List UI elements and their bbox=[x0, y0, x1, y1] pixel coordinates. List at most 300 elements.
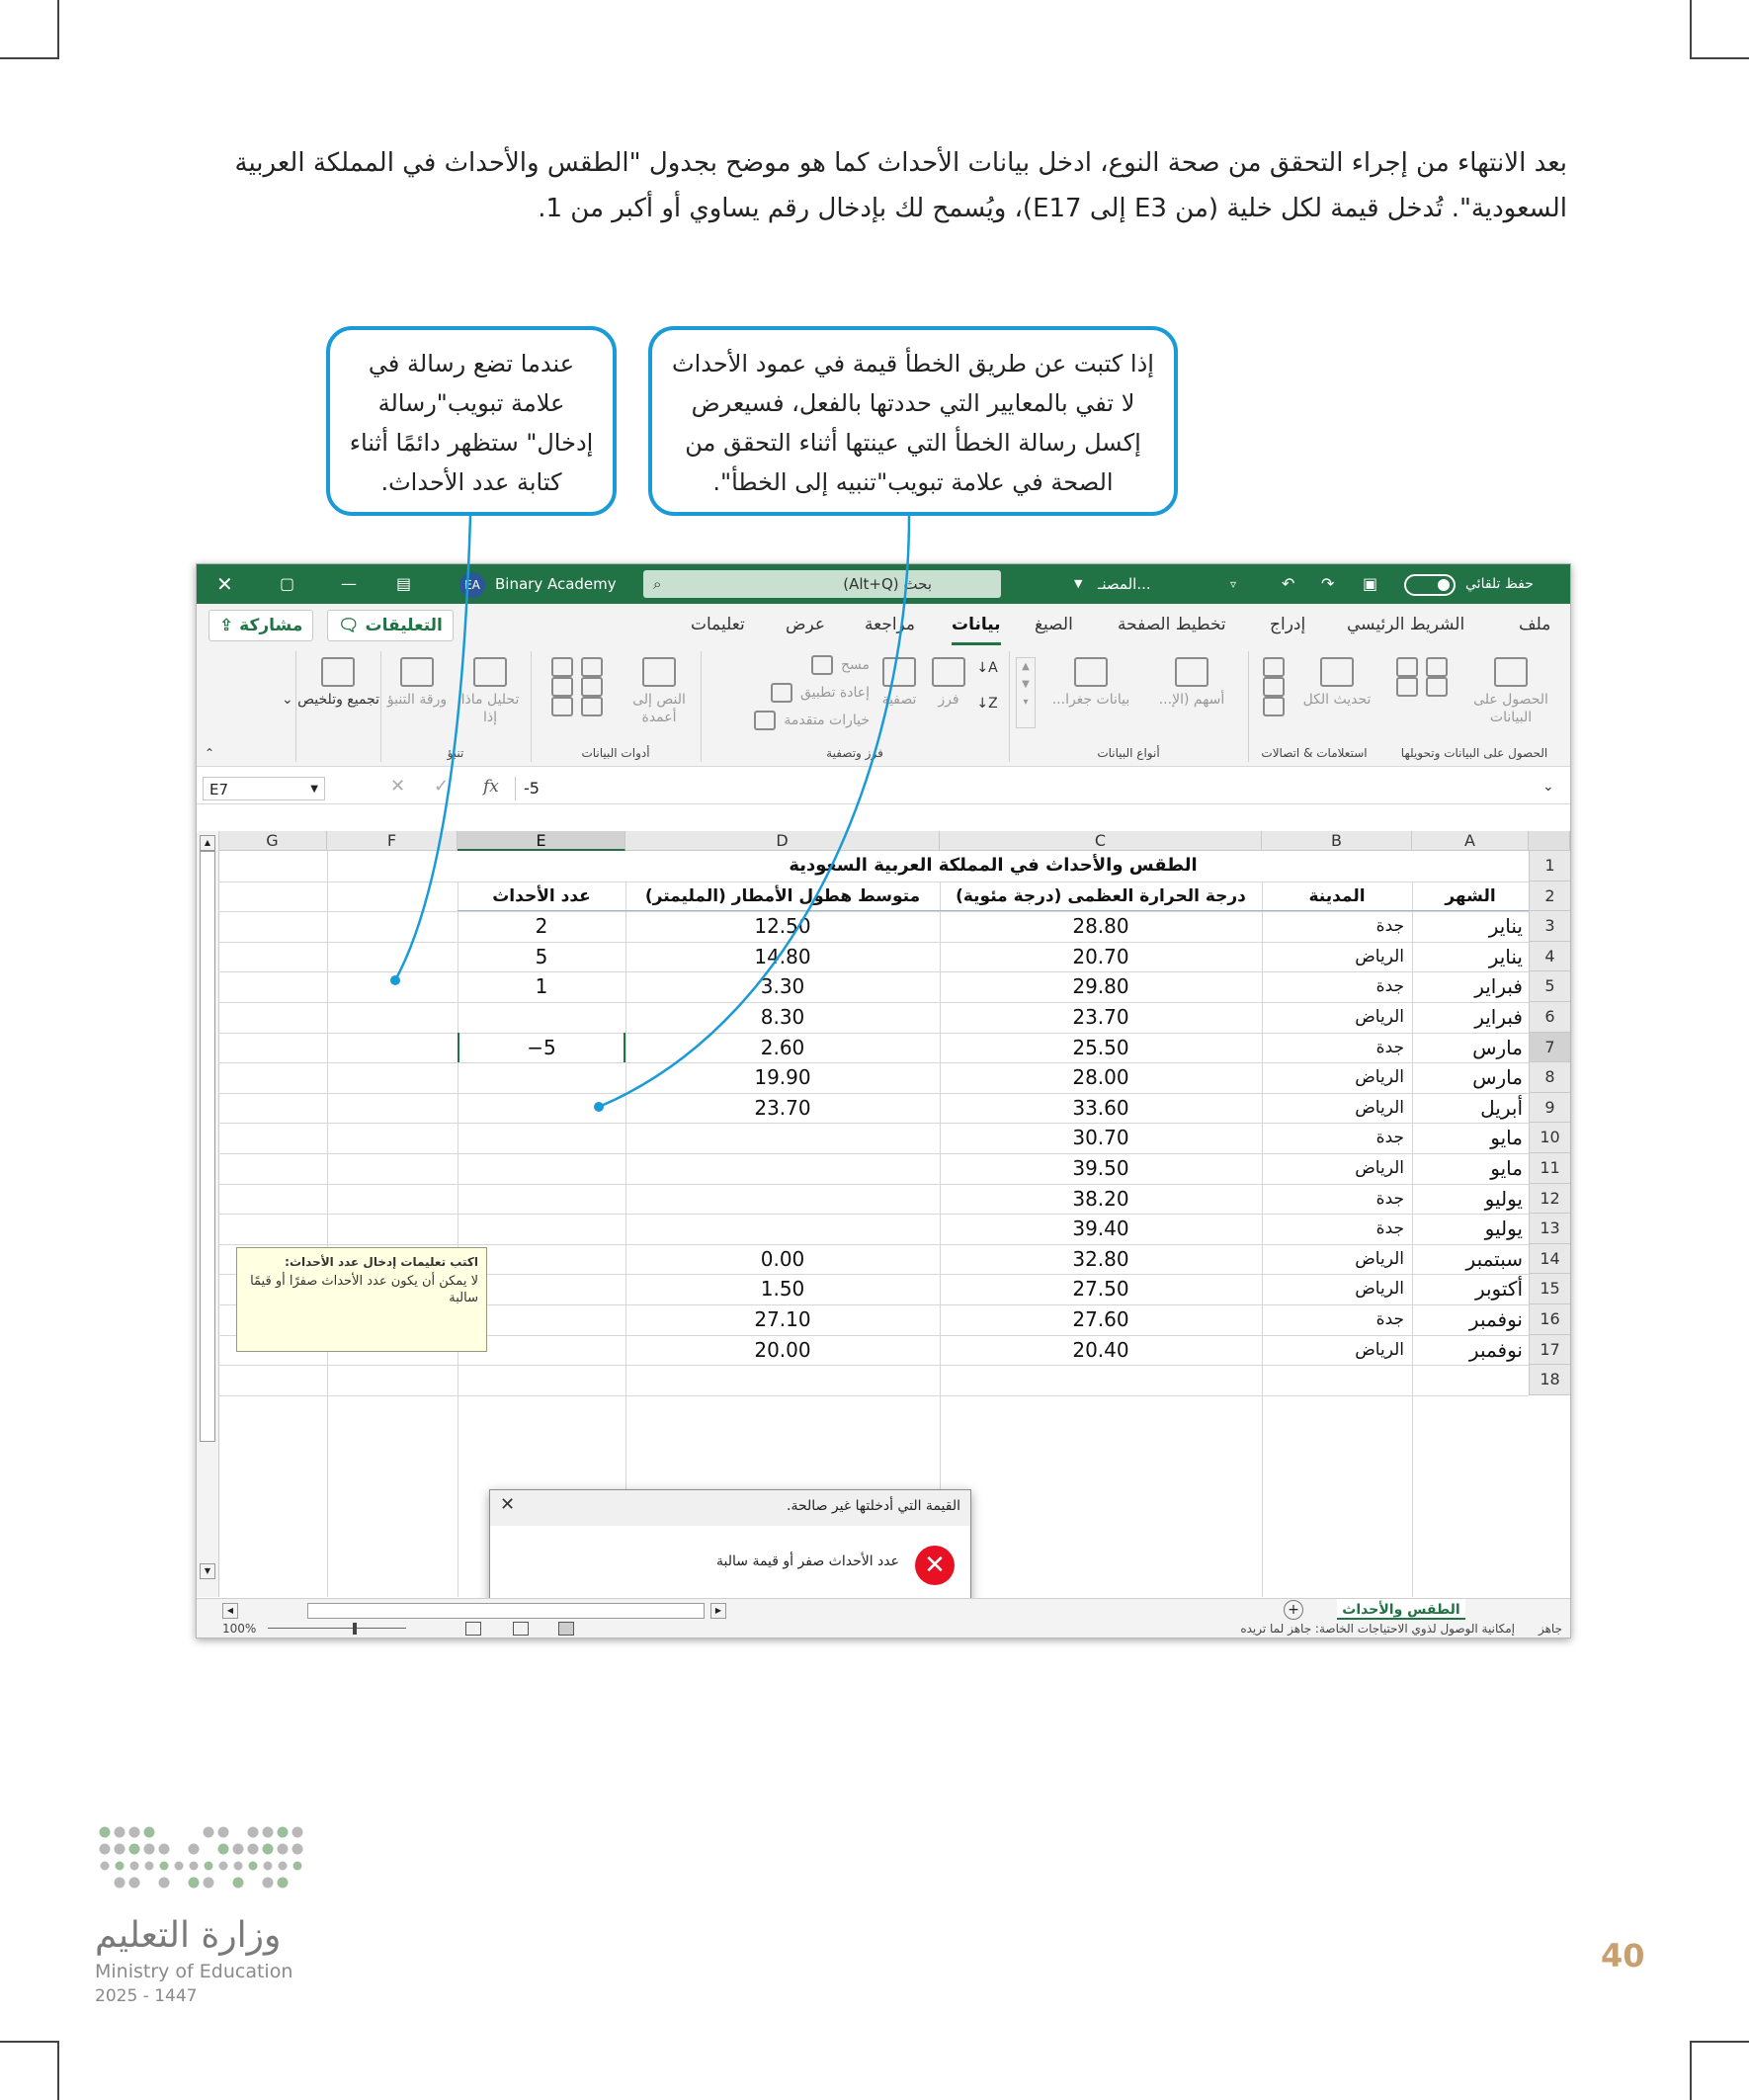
crop-mark bbox=[1690, 0, 1692, 59]
remove-duplicates-icon bbox=[551, 657, 573, 677]
ribbon-tabs bbox=[197, 604, 1570, 645]
autosave-toggle[interactable] bbox=[1404, 574, 1456, 596]
redo-icon[interactable]: ↷ bbox=[1321, 574, 1335, 593]
advanced-filter-icon bbox=[754, 711, 776, 730]
cell-a[interactable]: مايو bbox=[1490, 1156, 1523, 1180]
row-header[interactable]: 5 bbox=[1529, 971, 1570, 1002]
logo-dot bbox=[233, 1878, 244, 1889]
scroll-left-icon[interactable]: ◀ bbox=[222, 1603, 238, 1619]
add-sheet-icon[interactable]: + bbox=[1284, 1600, 1303, 1620]
account-name: Binary Academy bbox=[495, 575, 617, 593]
logo-dot bbox=[204, 1827, 214, 1838]
share-label: مشاركة bbox=[239, 616, 303, 635]
logo-dot bbox=[145, 1862, 154, 1871]
logo-dot bbox=[292, 1827, 303, 1838]
row-header[interactable]: 7 bbox=[1529, 1033, 1570, 1063]
share-button[interactable]: ⇪ مشاركة bbox=[208, 610, 313, 641]
logo-dot bbox=[100, 1844, 111, 1855]
scroll-thumb[interactable] bbox=[200, 851, 215, 1442]
column-header-a[interactable]: A bbox=[1412, 831, 1529, 851]
logo-dot bbox=[218, 1827, 229, 1838]
refresh-icon bbox=[1320, 657, 1354, 687]
row-header[interactable]: 14 bbox=[1529, 1244, 1570, 1275]
row-header[interactable]: 13 bbox=[1529, 1214, 1570, 1244]
normal-view-icon[interactable] bbox=[558, 1622, 574, 1636]
logo-dot bbox=[189, 1844, 200, 1855]
row-header[interactable]: 12 bbox=[1529, 1184, 1570, 1215]
minimize-icon[interactable]: — bbox=[341, 574, 357, 593]
cell-a[interactable]: مارس bbox=[1472, 1065, 1523, 1090]
active-cell-e7[interactable] bbox=[458, 1033, 625, 1063]
filename-dropdown-icon[interactable]: ▼ bbox=[1074, 577, 1083, 590]
search-input[interactable] bbox=[643, 570, 1001, 598]
sort-label: فرز bbox=[938, 692, 959, 708]
callout-line: إكسل رسالة الخطأ التي عينتها أثناء التحقق من bbox=[685, 429, 1141, 457]
column-header-d[interactable]: D bbox=[625, 831, 940, 851]
search-placeholder: بحث (Alt+Q) bbox=[843, 575, 932, 593]
cell-c[interactable]: 39.40 bbox=[1072, 1217, 1129, 1241]
cell-d[interactable]: 27.10 bbox=[754, 1307, 811, 1331]
cell-b[interactable]: جدة bbox=[1375, 916, 1404, 937]
save-icon[interactable]: ▣ bbox=[1363, 574, 1378, 593]
group-label-forecast: تنبؤ bbox=[447, 746, 464, 760]
logo-dot bbox=[264, 1862, 273, 1871]
data-validation-icon bbox=[581, 677, 603, 697]
group-label-data-types: أنواع البيانات bbox=[1097, 746, 1160, 760]
cell-a[interactable]: فبراير bbox=[1474, 974, 1523, 999]
tab-help[interactable]: تعليمات bbox=[691, 615, 745, 634]
forecast-sheet-button[interactable] bbox=[381, 657, 453, 709]
cell-b[interactable]: جدة bbox=[1375, 1218, 1404, 1239]
logo-dot bbox=[189, 1878, 200, 1889]
undo-icon[interactable]: ↶ bbox=[1282, 574, 1295, 593]
crop-mark bbox=[1690, 2041, 1692, 2100]
cell-c[interactable]: 29.80 bbox=[1072, 974, 1129, 999]
formula-input[interactable]: -5 bbox=[515, 777, 1560, 800]
logo-dot bbox=[233, 1844, 244, 1855]
edition-year: 2025 - 1447 bbox=[95, 1986, 198, 2006]
refresh-all-button[interactable] bbox=[1298, 657, 1375, 709]
cell-c[interactable]: 32.80 bbox=[1072, 1246, 1129, 1271]
cell-b[interactable]: الرياض bbox=[1355, 1158, 1404, 1178]
cell-d[interactable] bbox=[625, 1153, 940, 1184]
callout-line: إذا كتبت عن طريق الخطأ قيمة في عمود الأحداث bbox=[672, 350, 1154, 378]
cell-b[interactable]: الرياض bbox=[1355, 1067, 1404, 1088]
what-if-label: تحليل ماذا إذا bbox=[460, 692, 520, 725]
cell-b[interactable]: جدة bbox=[1375, 976, 1404, 997]
tab-file[interactable]: ملف bbox=[1519, 615, 1551, 634]
ministry-name-english: Ministry of Education bbox=[95, 1961, 293, 1982]
cell-d[interactable]: 1.50 bbox=[760, 1277, 805, 1302]
from-text-icon bbox=[1426, 657, 1448, 677]
cell-c[interactable]: 20.40 bbox=[1072, 1337, 1129, 1362]
cell-e[interactable] bbox=[458, 1002, 625, 1033]
cell-e[interactable] bbox=[458, 1214, 625, 1244]
cell-b[interactable]: الرياض bbox=[1355, 1007, 1404, 1027]
row-header[interactable]: 10 bbox=[1529, 1123, 1570, 1153]
cell-c[interactable]: 38.20 bbox=[1072, 1186, 1129, 1211]
cell-c[interactable]: 33.60 bbox=[1072, 1095, 1129, 1120]
intro-line-1: بعد الانتهاء من إجراء التحقق من صحة النوع، ادخل بيانات الأحداث كما هو موضح بجدول "الطقس والأحداث في المملكة العربية bbox=[234, 148, 1567, 178]
cell-d[interactable]: 3.30 bbox=[760, 974, 805, 999]
advanced-label: خيارات متقدمة bbox=[784, 713, 870, 728]
cell-b[interactable]: الرياض bbox=[1355, 1248, 1404, 1269]
tooltip-text: لا يمكن أن يكون عدد الأحداث صفرًا أو قيمًا سالبة bbox=[250, 1274, 478, 1305]
get-data-label: الحصول على البيانات bbox=[1473, 692, 1548, 725]
data-tools-icons[interactable] bbox=[538, 657, 617, 716]
callout-line: الصحة في علامة تبويب"تنبيه إلى الخطأ". bbox=[712, 468, 1114, 496]
logo-dot bbox=[160, 1862, 169, 1871]
stocks-label: أسهم (الإ... bbox=[1158, 692, 1225, 708]
name-box-value: E7 bbox=[209, 781, 229, 798]
flash-fill-icon bbox=[581, 657, 603, 677]
cell-e[interactable] bbox=[458, 1062, 625, 1093]
crop-mark bbox=[0, 2041, 59, 2043]
row-header[interactable]: 16 bbox=[1529, 1304, 1570, 1335]
function-icon[interactable]: fx bbox=[483, 777, 499, 797]
logo-dot bbox=[263, 1878, 274, 1889]
from-web-icon bbox=[1396, 657, 1418, 677]
properties-icon bbox=[1263, 677, 1285, 697]
page-layout-view-icon[interactable] bbox=[513, 1622, 529, 1636]
dialog-title: القيمة التي أدخلتها غير صالحة. bbox=[787, 1498, 960, 1514]
outline-label: تجميع وتلخيص bbox=[297, 692, 379, 708]
column-header-b[interactable]: B bbox=[1262, 831, 1412, 851]
cell-a[interactable]: أبريل bbox=[1480, 1095, 1523, 1120]
horizontal-scroll-area bbox=[197, 1598, 1570, 1621]
row-header[interactable]: 2 bbox=[1529, 882, 1570, 912]
column-header-c[interactable]: C bbox=[940, 831, 1262, 851]
tab-insert[interactable]: إدراج bbox=[1270, 615, 1306, 634]
text-to-columns-label: النص إلى أعمدة bbox=[632, 692, 686, 725]
logo-dot bbox=[129, 1827, 140, 1838]
callout-line: إدخال" ستظهر دائمًا أثناء bbox=[349, 429, 594, 457]
excel-window bbox=[196, 563, 1571, 1638]
column-title-cell[interactable]: عدد الأحداث bbox=[458, 882, 625, 912]
logo-dot bbox=[263, 1844, 274, 1855]
cell-d[interactable]: 19.90 bbox=[754, 1065, 811, 1090]
logo-dot bbox=[205, 1862, 213, 1871]
cell-b[interactable]: الرياض bbox=[1355, 946, 1404, 966]
cell-a[interactable]: نوفمبر bbox=[1468, 1307, 1523, 1331]
consolidate-icon bbox=[551, 677, 573, 697]
cell-c[interactable]: 27.50 bbox=[1072, 1277, 1129, 1302]
logo-dot bbox=[115, 1844, 125, 1855]
cell-d[interactable]: 20.00 bbox=[754, 1337, 811, 1362]
collapse-ribbon-icon[interactable]: ⌃ bbox=[205, 746, 215, 760]
logo-dot bbox=[219, 1862, 228, 1871]
cell-b[interactable]: الرياض bbox=[1355, 1339, 1404, 1360]
sheet-tab[interactable]: الطقس والأحداث bbox=[1337, 1599, 1465, 1621]
logo-dot bbox=[293, 1862, 302, 1871]
title-bar bbox=[197, 564, 1570, 604]
column-header-g[interactable]: G bbox=[218, 831, 327, 851]
cell-a[interactable]: مايو bbox=[1490, 1126, 1523, 1150]
get-data-button[interactable] bbox=[1459, 657, 1562, 726]
row-header[interactable]: 8 bbox=[1529, 1062, 1570, 1093]
error-icon: ✕ bbox=[915, 1546, 955, 1585]
row-header[interactable]: 4 bbox=[1529, 942, 1570, 972]
comments-button[interactable]: 🗨 التعليقات bbox=[327, 610, 454, 641]
scroll-down-icon[interactable]: ▼ bbox=[200, 1563, 215, 1579]
expand-formula-bar-icon[interactable]: ⌄ bbox=[1542, 779, 1554, 795]
row-header[interactable]: 18 bbox=[1529, 1365, 1570, 1395]
worksheet-grid bbox=[197, 831, 1570, 1597]
cell-d[interactable]: 23.70 bbox=[754, 1095, 811, 1120]
cell-c[interactable]: 39.50 bbox=[1072, 1156, 1129, 1180]
logo-dot bbox=[100, 1827, 111, 1838]
advanced-button[interactable] bbox=[741, 711, 870, 730]
vertical-scrollbar[interactable] bbox=[197, 831, 219, 1597]
zoom-level[interactable]: 100% bbox=[222, 1622, 257, 1636]
name-box[interactable] bbox=[203, 777, 325, 800]
group-label-get-data: الحصول على البيانات وتحويلها bbox=[1400, 746, 1548, 760]
logo-dot bbox=[159, 1844, 170, 1855]
cell-a[interactable]: أكتوبر bbox=[1474, 1277, 1523, 1302]
logo-dot bbox=[190, 1862, 199, 1871]
cell-c[interactable]: 27.60 bbox=[1072, 1307, 1129, 1331]
callout-line: علامة تبويب"رسالة bbox=[377, 389, 565, 417]
column-title-cell[interactable]: متوسط هطول الأمطار (المليمتر) bbox=[625, 882, 940, 912]
row-header[interactable]: 6 bbox=[1529, 1002, 1570, 1033]
group-forecast bbox=[380, 651, 530, 762]
cell-c[interactable]: 23.70 bbox=[1072, 1005, 1129, 1029]
input-message-tooltip bbox=[236, 1247, 487, 1352]
scroll-up-icon[interactable]: ▲ bbox=[200, 835, 215, 851]
column-title-cell[interactable]: المدينة bbox=[1262, 882, 1412, 912]
logo-dot bbox=[159, 1878, 170, 1889]
cell-d[interactable]: 8.30 bbox=[760, 1005, 805, 1029]
filter-button[interactable] bbox=[872, 657, 927, 709]
logo-dot bbox=[144, 1844, 155, 1855]
clear-label: مسح bbox=[840, 657, 870, 673]
logo-dot bbox=[101, 1862, 110, 1871]
cell-d[interactable]: 0.00 bbox=[760, 1246, 805, 1271]
tab-data[interactable]: بيانات bbox=[952, 604, 1001, 645]
cell-e[interactable]: 2 bbox=[535, 914, 548, 939]
cell-d[interactable]: 2.60 bbox=[760, 1035, 805, 1059]
logo-dot bbox=[248, 1827, 259, 1838]
crop-mark bbox=[0, 57, 59, 59]
tooltip-title: اكتب تعليمات إدخال عدد الأحداث: bbox=[285, 1255, 478, 1269]
geography-button[interactable] bbox=[1043, 657, 1138, 709]
grid-line bbox=[327, 851, 328, 1597]
page-number: 40 bbox=[1601, 1937, 1645, 1974]
horizontal-scroll-thumb[interactable] bbox=[307, 1603, 705, 1619]
group-sort-filter bbox=[701, 651, 1008, 762]
cell-a[interactable]: نوفمبر bbox=[1468, 1337, 1523, 1362]
refresh-all-label: تحديث الكل bbox=[1302, 692, 1372, 708]
cell-d[interactable] bbox=[625, 1123, 940, 1153]
cell-a[interactable]: يوليو bbox=[1484, 1186, 1523, 1211]
filename[interactable]: المصنـ... bbox=[1098, 575, 1151, 593]
column-header-f[interactable]: F bbox=[327, 831, 458, 851]
row-header[interactable]: 17 bbox=[1529, 1335, 1570, 1366]
cell-c[interactable]: 28.80 bbox=[1072, 914, 1129, 939]
cell-a[interactable]: مارس bbox=[1472, 1035, 1523, 1059]
bank-icon bbox=[1175, 657, 1208, 687]
callout-input-message bbox=[326, 326, 617, 516]
from-table-icon bbox=[1426, 677, 1448, 697]
search-icon: ⌕ bbox=[653, 575, 662, 593]
cell-e[interactable] bbox=[458, 1184, 625, 1215]
cell-b[interactable]: جدة bbox=[1375, 1037, 1404, 1057]
cell-a[interactable]: سبتمبر bbox=[1465, 1246, 1523, 1271]
what-if-button[interactable] bbox=[453, 657, 528, 726]
query-icons[interactable] bbox=[1267, 657, 1289, 716]
grid-line bbox=[218, 1395, 1529, 1396]
logo-dot bbox=[115, 1878, 125, 1889]
stocks-button[interactable] bbox=[1142, 657, 1241, 709]
outline-icon bbox=[321, 657, 355, 687]
cell-b[interactable]: جدة bbox=[1375, 1188, 1404, 1209]
what-if-icon bbox=[473, 657, 507, 687]
row-header[interactable]: 15 bbox=[1529, 1274, 1570, 1304]
geography-label: بيانات جغرا... bbox=[1051, 692, 1130, 708]
group-outline bbox=[281, 651, 379, 762]
tab-formulas[interactable]: الصيغ bbox=[1035, 615, 1073, 634]
row-header[interactable]: 1 bbox=[1529, 851, 1570, 882]
queries-icon bbox=[1263, 657, 1285, 677]
group-label-data-tools: أدوات البيانات bbox=[581, 746, 650, 760]
zoom-slider[interactable] bbox=[268, 1628, 406, 1629]
logo-dot bbox=[115, 1827, 125, 1838]
column-title-cell[interactable]: الشهر bbox=[1412, 882, 1529, 912]
logo-dot bbox=[218, 1844, 229, 1855]
scroll-right-icon[interactable]: ▶ bbox=[710, 1603, 726, 1619]
sort-button[interactable] bbox=[929, 657, 968, 709]
column-header-e[interactable]: E bbox=[458, 831, 625, 851]
recent-sources-icon bbox=[1396, 677, 1418, 697]
ribbon bbox=[197, 645, 1570, 767]
cell-e[interactable] bbox=[458, 1153, 625, 1184]
group-data-types bbox=[1009, 651, 1247, 762]
cell-e[interactable]: 1 bbox=[535, 974, 548, 999]
cell-a[interactable]: فبراير bbox=[1474, 1005, 1523, 1029]
cell-a[interactable]: يوليو bbox=[1484, 1217, 1523, 1241]
tab-view[interactable]: عرض bbox=[786, 615, 826, 634]
tab-home[interactable]: الشريط الرئيسي bbox=[1347, 615, 1465, 634]
logo-dot bbox=[129, 1844, 140, 1855]
sort-az-icon[interactable]: A↓ Z↓ bbox=[976, 660, 998, 712]
ribbon-display-icon[interactable]: ▤ bbox=[396, 574, 412, 593]
group-label-sort-filter: فرز وتصفية bbox=[826, 746, 883, 760]
callout-line: كتابة عدد الأحداث. bbox=[380, 468, 562, 496]
logo-dot bbox=[248, 1844, 259, 1855]
forecast-sheet-icon bbox=[400, 657, 434, 687]
reapply-button[interactable] bbox=[741, 683, 870, 703]
callout-line: عندما تضع رسالة في bbox=[368, 350, 575, 378]
cell-a[interactable]: يناير bbox=[1488, 914, 1523, 939]
logo-dot bbox=[278, 1878, 289, 1889]
column-title-cell[interactable]: درجة الحرارة العظمى (درجة مئوية) bbox=[940, 882, 1262, 912]
logo-dot bbox=[279, 1862, 288, 1871]
tab-review[interactable]: مراجعة bbox=[865, 615, 916, 634]
row-header[interactable]: 9 bbox=[1529, 1093, 1570, 1124]
cell-d[interactable] bbox=[625, 1184, 940, 1215]
logo-dot bbox=[129, 1878, 140, 1889]
cell-e[interactable]: 5 bbox=[535, 944, 548, 968]
logo-dot bbox=[175, 1862, 184, 1871]
row-header[interactable]: 3 bbox=[1529, 911, 1570, 942]
logo-dot bbox=[116, 1862, 125, 1871]
row-header[interactable]: 11 bbox=[1529, 1153, 1570, 1184]
edit-links-icon bbox=[1263, 697, 1285, 716]
get-data-small-icons[interactable] bbox=[1392, 657, 1452, 697]
sheet-title-cell[interactable]: الطقس والأحداث في المملكة العربية السعودية bbox=[458, 851, 1529, 882]
crop-mark bbox=[1690, 57, 1749, 59]
dialog-body bbox=[490, 1526, 970, 1601]
cell-e[interactable] bbox=[458, 1093, 625, 1124]
cell-c[interactable]: 30.70 bbox=[1072, 1126, 1129, 1150]
customize-toolbar-icon[interactable]: ▿ bbox=[1230, 577, 1237, 591]
cell-b[interactable]: الرياض bbox=[1355, 1279, 1404, 1300]
chevron-down-icon: ▼ bbox=[310, 784, 318, 795]
autosave-label: حفظ تلقائي bbox=[1465, 576, 1534, 592]
manage-data-model-icon bbox=[551, 697, 573, 716]
cell-c[interactable]: 20.70 bbox=[1072, 944, 1129, 968]
clear-button[interactable] bbox=[741, 655, 870, 675]
ministry-logo-dots bbox=[97, 1824, 309, 1903]
logo-dot bbox=[278, 1827, 289, 1838]
outline-button[interactable]: تجميع وتلخيص ⌄ bbox=[296, 657, 379, 709]
logo-dot bbox=[278, 1844, 289, 1855]
cell-c[interactable]: 28.00 bbox=[1072, 1065, 1129, 1090]
cell-d[interactable] bbox=[625, 1214, 940, 1244]
close-icon[interactable]: ✕ bbox=[216, 572, 233, 596]
avatar[interactable]: EA bbox=[459, 572, 485, 598]
comments-label: التعليقات bbox=[365, 616, 443, 635]
close-icon[interactable]: ✕ bbox=[500, 1494, 516, 1515]
logo-dot bbox=[204, 1878, 214, 1889]
page-break-view-icon[interactable] bbox=[465, 1622, 481, 1636]
ministry-name-arabic: وزارة التعليم bbox=[95, 1915, 282, 1956]
maximize-icon[interactable]: ▢ bbox=[280, 574, 295, 593]
grid-line bbox=[218, 1365, 1529, 1366]
cancel-entry-icon[interactable]: ✕ bbox=[390, 776, 406, 797]
cell-d[interactable]: 12.50 bbox=[754, 914, 811, 939]
status-bar bbox=[197, 1620, 1570, 1638]
logo-dot bbox=[130, 1862, 139, 1871]
cell-a[interactable]: يناير bbox=[1488, 944, 1523, 968]
select-all-corner[interactable] bbox=[1529, 831, 1570, 851]
forecast-sheet-label: ورقة التنبؤ bbox=[386, 692, 448, 708]
logo-dot bbox=[292, 1844, 303, 1855]
zoom-slider-thumb[interactable] bbox=[353, 1623, 357, 1635]
intro-line-2: السعودية". تُدخل قيمة لكل خلية (من E3 إلى E17)، ويُسمح لك بإدخال رقم يساوي أو أكبر من 1. bbox=[538, 194, 1567, 223]
intro-paragraph bbox=[188, 140, 1567, 231]
cell-e[interactable]: −5 bbox=[527, 1035, 556, 1059]
cell-b[interactable]: جدة bbox=[1375, 1309, 1404, 1329]
text-to-columns-button[interactable] bbox=[623, 657, 696, 726]
enter-entry-icon[interactable]: ✓ bbox=[434, 776, 450, 797]
accessibility-status[interactable]: إمكانية الوصول لذوي الاحتياجات الخاصة: جاهز لما تريده bbox=[1240, 1622, 1515, 1636]
filter-label: تصفية bbox=[881, 692, 917, 708]
cell-b[interactable]: الرياض bbox=[1355, 1097, 1404, 1118]
group-queries bbox=[1248, 651, 1379, 762]
filter-icon bbox=[882, 657, 916, 687]
ready-status: جاهز bbox=[1538, 1622, 1562, 1636]
cell-e[interactable] bbox=[458, 1123, 625, 1153]
group-get-data bbox=[1380, 651, 1568, 762]
group-label-queries: استعلامات & اتصالات bbox=[1261, 746, 1368, 760]
formula-bar bbox=[197, 774, 1570, 804]
cell-d[interactable]: 14.80 bbox=[754, 944, 811, 968]
cell-b[interactable]: جدة bbox=[1375, 1128, 1404, 1148]
tab-page-layout[interactable]: تخطيط الصفحة bbox=[1118, 615, 1226, 634]
cell-c[interactable]: 25.50 bbox=[1072, 1035, 1129, 1059]
data-types-scroll[interactable]: ▲ ▼ ▾ bbox=[1016, 657, 1036, 728]
